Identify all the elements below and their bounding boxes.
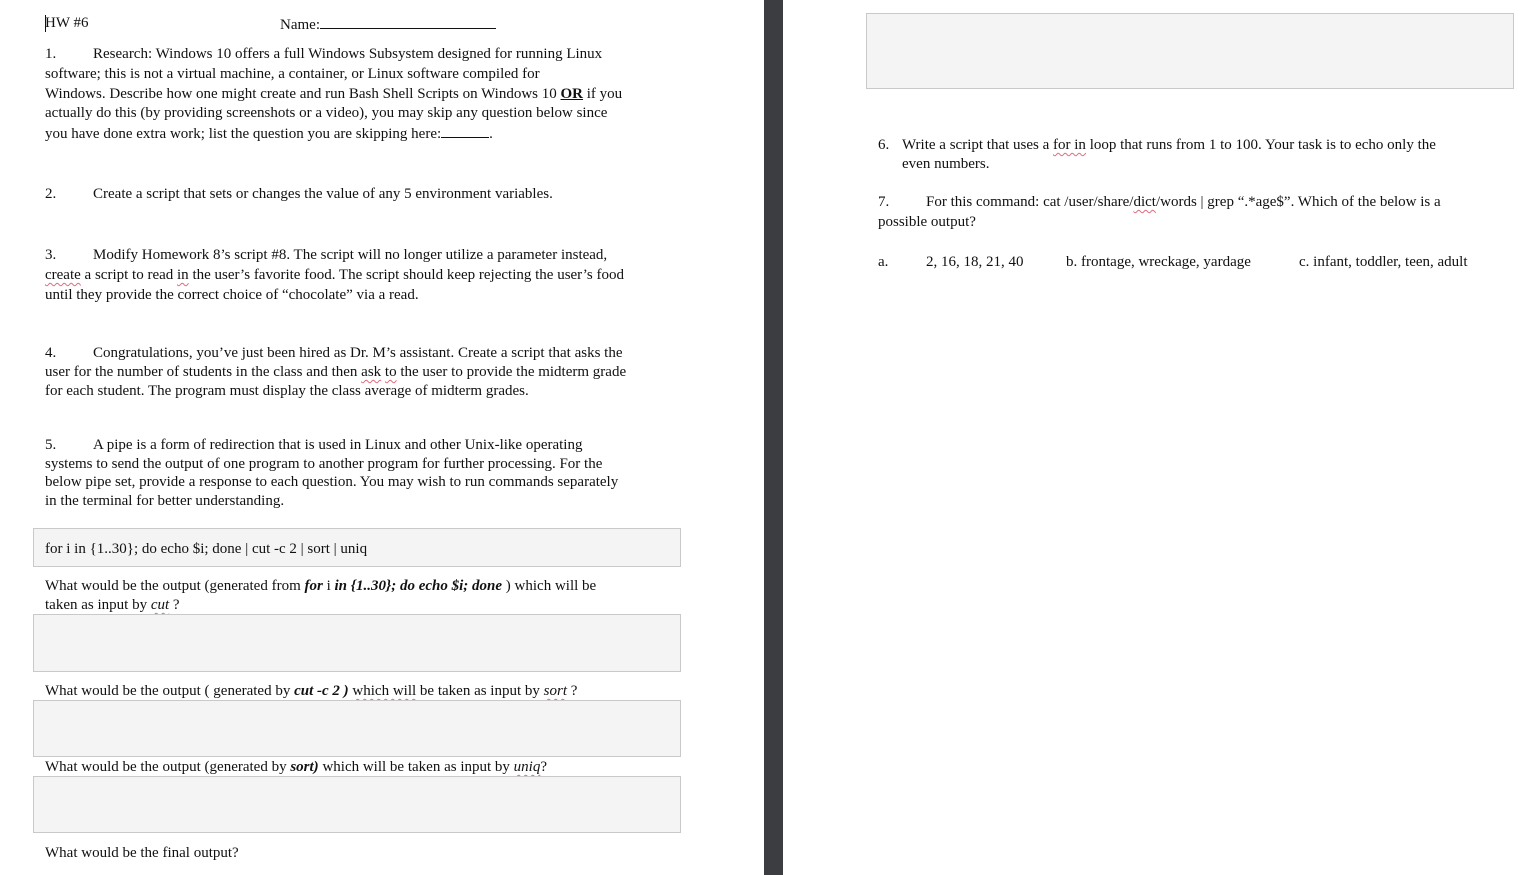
q3-line-3: until they provide the correct choice of “chocolate” via a read.: [45, 287, 419, 303]
sub2-line: What would be the output ( generated by cut -c 2 ) which will be taken as input by sort ?: [45, 683, 578, 699]
name-blank[interactable]: [320, 14, 496, 29]
sub1-line-2: taken as input by cut ?: [45, 597, 180, 613]
answer-box-3[interactable]: [33, 776, 681, 833]
sub4-line: What would be the final output?: [45, 845, 239, 861]
q7-option-a: 2, 16, 18, 21, 40: [926, 254, 1024, 270]
q3-line-2: create a script to read in the user’s favorite food. The script should keep rejecting the user’s food: [45, 267, 624, 283]
q6-line-1: Write a script that uses a for in loop that runs from 1 to 100. Your task is to echo only the: [902, 137, 1436, 153]
q6-number: 6.: [878, 137, 890, 153]
pipe-command: for i in {1..30}; do echo $i; done | cut -c 2 | sort | uniq: [45, 541, 368, 557]
answer-box-2[interactable]: [33, 700, 681, 757]
q6-line-2: even numbers.: [902, 156, 990, 172]
q5-line-4: in the terminal for better understanding.: [45, 493, 285, 509]
q1-number: 1.: [45, 46, 57, 62]
q1-line-2: software; this is not a virtual machine, a container, or Linux software compiled for: [45, 66, 540, 82]
sub1-line-1: What would be the output (generated from for i in {1..30}; do echo $i; done ) which will be: [45, 578, 597, 594]
q7-line-1: For this command: cat /user/share/dict/words | grep “.*age$”. Which of the below is a: [926, 194, 1441, 210]
q5-line-1: A pipe is a form of redirection that is used in Linux and other Unix-like operating: [93, 437, 583, 453]
q3-number: 3.: [45, 247, 57, 263]
q4-line-2: user for the number of students in the class and then ask to the user to provide the midterm grade: [45, 364, 627, 380]
name-field[interactable]: [280, 14, 496, 35]
q1-line-4: actually do this (by providing screenshots or a video), you may skip any question below since: [45, 105, 608, 121]
q2-number: 2.: [45, 186, 57, 202]
q4-line-1: Congratulations, you’ve just been hired as Dr. M’s assistant. Create a script that asks the: [93, 345, 623, 361]
q5-number: 5.: [45, 437, 57, 453]
q7-option-b: b. frontage, wreckage, yardage: [1066, 254, 1251, 270]
q5-line-2: systems to send the output of one program to another program for further processing. For the: [45, 456, 603, 472]
name-label: Name:: [280, 17, 320, 33]
q7-number: 7.: [878, 194, 890, 210]
command-box: [33, 528, 681, 567]
q5-line-3: below pipe set, provide a response to each question. You may wish to run commands separately: [45, 474, 619, 490]
q4-line-3: for each student. The program must display the class average of midterm grades.: [45, 383, 529, 399]
page-gutter: [764, 0, 783, 875]
q1-line-1: Research: Windows 10 offers a full Windows Subsystem designed for running Linux: [93, 46, 603, 62]
answer-box-1[interactable]: [33, 614, 681, 672]
q7-option-c: c. infant, toddler, teen, adult: [1299, 254, 1468, 270]
q1-line-5: you have done extra work; list the question you are skipping here: .: [45, 123, 493, 144]
q1-line-3: Windows. Describe how one might create and run Bash Shell Scripts on Windows 10 OR if you: [45, 86, 623, 102]
q4-number: 4.: [45, 345, 57, 361]
skip-blank[interactable]: [441, 123, 489, 138]
q3-line-1: Modify Homework 8’s script #8. The script will no longer utilize a parameter instead,: [93, 247, 608, 263]
hw-title: HW #6: [45, 15, 89, 31]
sub3-line: What would be the output (generated by sort) which will be taken as input by uniq?: [45, 759, 547, 775]
q7-line-2: possible output?: [878, 214, 976, 230]
q2-text: Create a script that sets or changes the value of any 5 environment variables.: [93, 186, 553, 202]
answer-box-top-right[interactable]: [866, 13, 1514, 89]
q7-option-a-label: a.: [878, 254, 889, 270]
